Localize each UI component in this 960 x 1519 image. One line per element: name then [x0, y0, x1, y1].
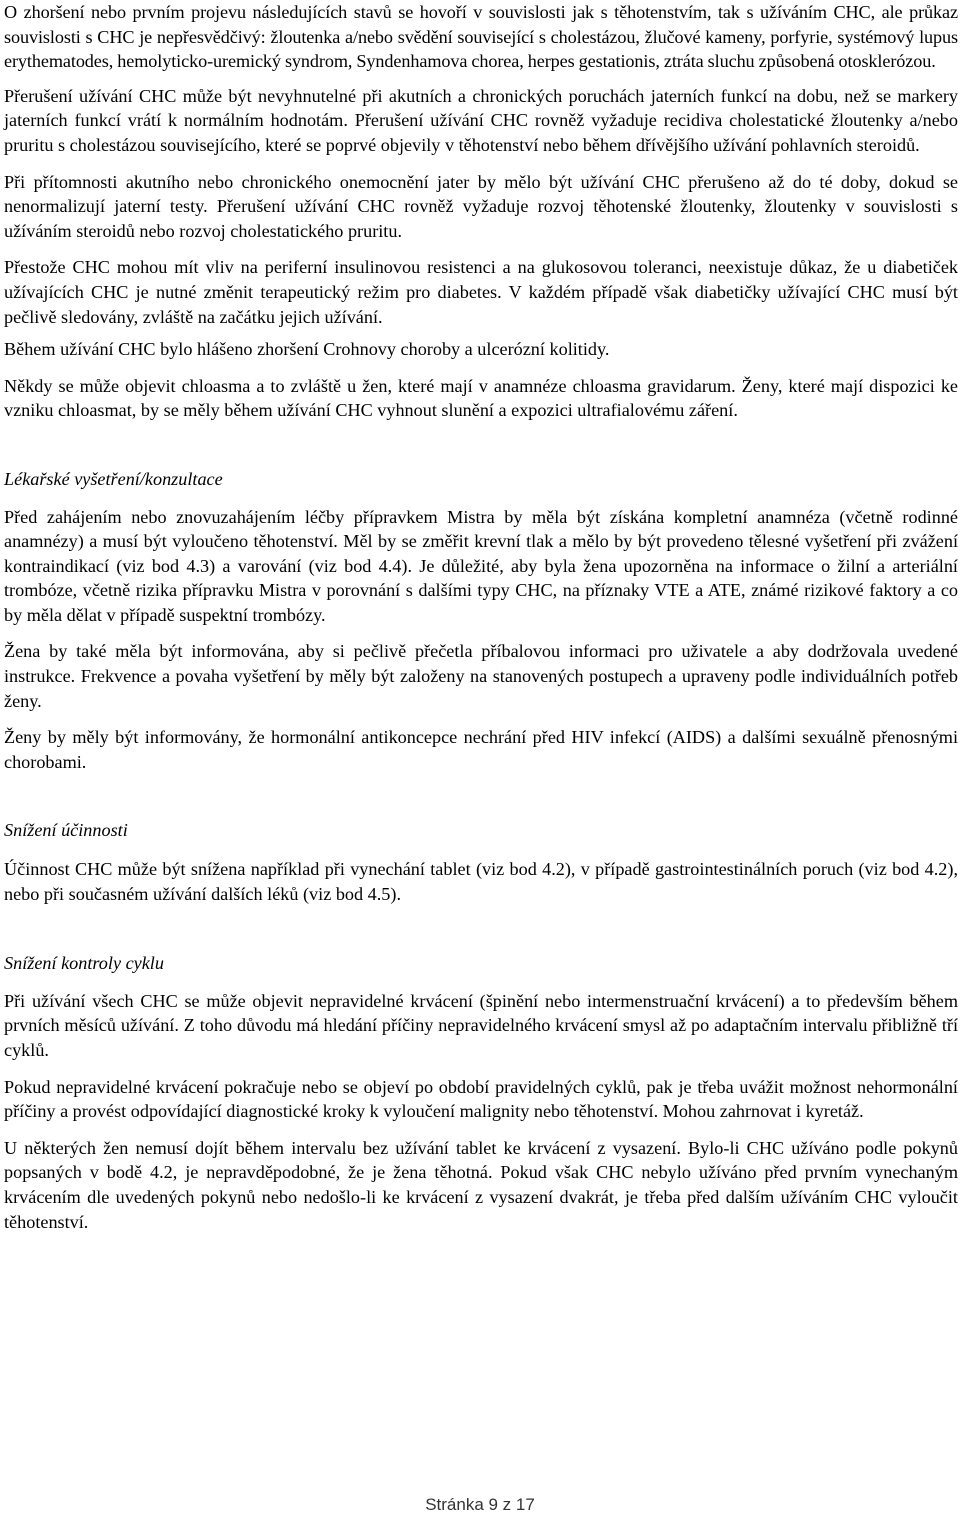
paragraph-chloasma: Někdy se může objevit chloasma a to zvláště u žen, které mají v anamnéze chloasma gravidarum. Ženy, které mají dispozici ke vzniku chloasmat, by se měly během užívání CHC vyhnout slunění a expozici ultrafialovému záření. — [4, 375, 958, 421]
paragraph-liver-conditions-list: O zhoršení nebo prvním projevu následujících stavů se hovoří v souvislosti jak s těhotenstvím, tak s užíváním CHC, ale průkaz souvislosti s CHC je nepřesvědčivý: žloutenka a/nebo svědění související s cholestázou, žlučové kameny, porfyrie, systémový lupus erythematodes, hemolyticko-uremický syndrom, Syndenhamova chorea, herpes gestationis, ztráta sluchu způsobená otosklerózou. — [4, 2, 958, 72]
paragraph-liver-function-interruption: Přerušení užívání CHC může být nevyhnutelné při akutních a chronických poruchách jaterních funkcí na dobu, než se markery jaterních funkcí vrátí k normálním hodnotám. Přerušení užívání CHC rovněž vyžaduje recidiva cholestatické žloutenky a/nebo pruritu s cholestázou souvisejícího, které se poprvé objevily v těhotenství nebo během dřívějšího užívání pohlavních steroidů. — [4, 85, 958, 155]
page-number-footer: Stránka 9 z 17 — [425, 1495, 535, 1514]
paragraph-efficacy: Účinnost CHC může být snížena například při vynechání tablet (viz bod 4.2), v případě gastrointestinálních poruch (viz bod 4.2), nebo při současném užívání dalších léků (viz bod 4.5). — [4, 859, 958, 904]
paragraph-cycle-persistent-bleeding: Pokud nepravidelné krvácení pokračuje nebo se objeví po období pravidelných cyklů, pak je třeba uvážit možnost nehormonální příčiny a provést odpovídající diagnostické kroky k vyloučení malignity nebo těhotenství. Mohou zahrnovat i kyretáž. — [4, 1076, 958, 1122]
paragraph-diabetes: Přestože CHC mohou mít vliv na periferní insulinovou resistenci a na glukosovou toleranci, neexistuje důkaz, že u diabetiček užívajících CHC je nutné změnit terapeutický režim pro diabetes. V každém případě však diabetičky užívající CHC musí být pečlivě sledovány, zvláště na začátku jejich užívání. — [4, 257, 958, 327]
section-heading-efficacy: Snížení účinnosti — [4, 820, 128, 841]
paragraph-crohn: Během užívání CHC bylo hlášeno zhoršení Crohnovy choroby a ulcerózní kolitidy. — [4, 339, 610, 360]
paragraph-exam-hiv: Ženy by měly být informovány, že hormonální antikoncepce nechrání před HIV infekcí (AIDS) a dalšími sexuálně přenosnými chorobami. — [4, 727, 958, 772]
document-page — [4, 0, 958, 1234]
section-heading-cycle: Snížení kontroly cyklu — [4, 953, 164, 974]
paragraph-liver-disease: Při přítomnosti akutního nebo chronického onemocnění jater by mělo být užívání CHC přerušeno až do té doby, dokud se nenormalizují jaterní testy. Přerušení užívání CHC rovněž vyžaduje rozvoj těhotenské žloutenky, žloutenky v souvislosti s užíváním steroidů nebo rozvoj cholestatického pruritu. — [4, 171, 958, 241]
paragraph-cycle-irregular-bleeding: Při užívání všech CHC se může objevit nepravidelné krvácení (špinění nebo intermenstruační krvácení) a to především během prvních měsíců užívání. Z toho důvodu má hledání příčiny nepravidelného krvácení smysl až po adaptačním intervalu přibližně tří cyklů. — [4, 990, 958, 1060]
paragraph-exam-information: Žena by také měla být informována, aby si pečlivě přečetla příbalovou informaci pro uživatele a aby dodržovala uvedené instrukce. Frekvence a povaha vyšetření by měly být založeny na stanovených postupech a upraveny podle individuálních potřeb ženy. — [4, 641, 958, 711]
paragraph-exam-before-treatment: Před zahájením nebo znovuzahájením léčby přípravkem Mistra by měla být získána kompletní anamnéza (včetně rodinné anamnézy) a musí být vyloučeno těhotenství. Měl by se změřit krevní tlak a mělo by být provedeno tělesné vyšetření při zvážení kontraindikací (viz bod 4.3) a varování (viz bod 4.4). Je důležité, aby byla žena upozorněna na informace o žilní a arteriální trombóze, včetně rizika přípravku Mistra v porovnání s dalšími typy CHC, na příznaky VTE a ATE, známé rizikové faktory a co by měla dělat v případě suspektní trombózy. — [4, 506, 958, 625]
paragraph-cycle-withdrawal-bleeding: U některých žen nemusí dojít během intervalu bez užívání tablet ke krvácení z vysazení. Bylo-li CHC užíváno podle pokynů popsaných v bodě 4.2, je nepravděpodobné, že je žena těhotná. Pokud však CHC nebylo užíváno před prvním vynechaným krvácením dle uvedených pokynů nebo nedošlo-li ke krvácení z vysazení dvakrát, je třeba před dalším užíváním CHC vyloučit těhotenství. — [4, 1137, 958, 1232]
section-heading-exam: Lékařské vyšetření/konzultace — [4, 468, 223, 489]
